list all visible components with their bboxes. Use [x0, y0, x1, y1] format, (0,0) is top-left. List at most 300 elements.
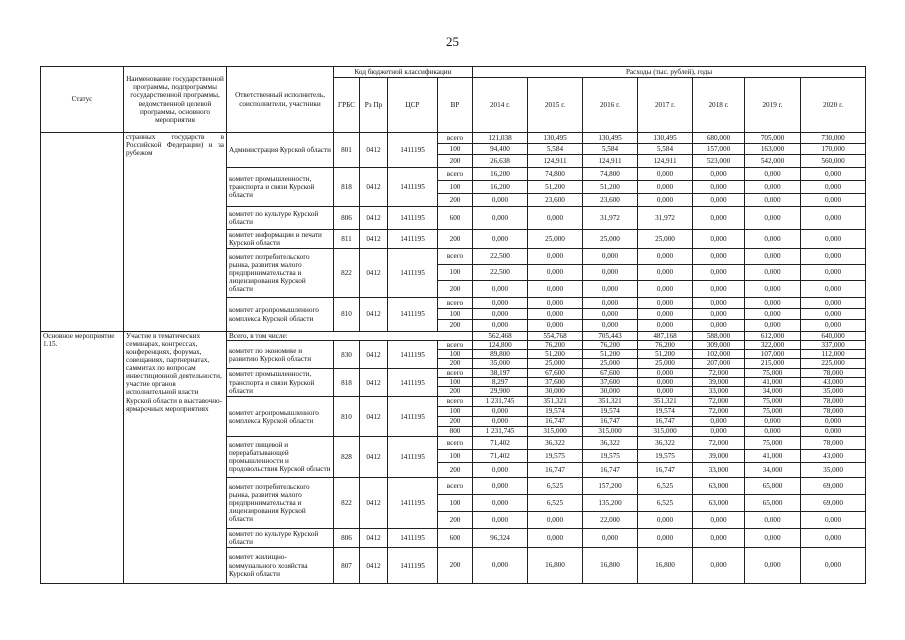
header-grbs: ГРБС [334, 78, 360, 133]
year-value: 30,000 [600, 387, 620, 396]
page-number: 25 [446, 34, 459, 49]
year-value: 0,000 [528, 309, 582, 320]
year-value: 560,000 [821, 157, 845, 165]
row-year-cell [693, 298, 745, 332]
row-year-cell [583, 249, 638, 298]
row-csr: 1411195 [388, 437, 438, 478]
row-executor: комитет промышленности, транспорта и связи Курской области [227, 168, 334, 207]
header-year: 2020 г. [801, 78, 866, 133]
vr-value: 100 [438, 450, 472, 463]
year-value: 76,200 [528, 341, 582, 350]
year-value: 0,000 [801, 168, 865, 181]
row-rzpr: 0412 [360, 437, 388, 478]
vr-value: 600 [449, 214, 461, 222]
year-value: 0,000 [693, 417, 744, 427]
row-year-cell [583, 168, 638, 207]
year-value: 0,000 [583, 265, 637, 281]
row-grbs: 828 [334, 437, 360, 478]
row-grbs: 807 [334, 548, 360, 584]
year-value: 22,500 [473, 265, 527, 281]
year-value: 0,000 [824, 516, 842, 525]
year-value: 0,000 [656, 516, 674, 525]
vr-value: всего [438, 133, 472, 144]
year-value: 102,000 [693, 350, 744, 359]
year-value: 0,000 [693, 249, 744, 265]
vr-value: 200 [449, 321, 461, 329]
year-value: 130,495 [638, 133, 692, 144]
row-year-cell [745, 397, 801, 437]
row-year-cell [693, 437, 745, 478]
year-value: 16,747 [545, 466, 565, 475]
row-year-cell [745, 230, 801, 249]
row-year-cell [583, 478, 638, 529]
year-value: 0,000 [656, 285, 674, 293]
row-year-cell [693, 397, 745, 437]
year-value: 16,800 [600, 561, 620, 570]
row-status [41, 133, 124, 332]
year-value: 75,000 [745, 437, 800, 450]
row-executor: комитет агропромышленного комплекса Курской области [227, 397, 334, 437]
row-year-cell [638, 341, 693, 369]
year-value: 0,000 [693, 265, 744, 281]
row-grbs: 806 [334, 529, 360, 548]
row-rzpr: 0412 [360, 298, 388, 332]
vr-value: 200 [449, 196, 461, 204]
year-value: 72,000 [693, 407, 744, 417]
year-value: 730,000 [801, 133, 865, 144]
year-value: 0,000 [824, 321, 842, 329]
row-year-cell [801, 369, 866, 397]
row-year-cell [638, 168, 693, 207]
row-year-cell [745, 529, 801, 548]
year-value: 23,600 [600, 196, 620, 204]
year-value: 0,000 [710, 561, 727, 570]
year-value: 315,000 [653, 427, 677, 436]
year-value: 0,000 [764, 196, 781, 204]
row-year-cell [528, 230, 583, 249]
row-year-cell [745, 298, 801, 332]
year-value: 0,000 [710, 516, 727, 525]
year-value: 135,200 [583, 495, 637, 512]
year-value: 1 231,745 [485, 427, 515, 436]
vr-value: 100 [438, 495, 472, 512]
year-value: 16,747 [600, 466, 620, 475]
row-year-cell [638, 529, 693, 548]
year-value: 0,000 [764, 285, 781, 293]
row-year-cell [745, 478, 801, 529]
year-value: 523,000 [706, 157, 731, 165]
year-value: 0,000 [601, 534, 619, 543]
row-program-name: странных государств в Российской Федерации) и за рубежом [124, 133, 227, 332]
year-value: 25,000 [545, 359, 565, 368]
year-value: 0,000 [656, 534, 674, 543]
row-year-cell [693, 230, 745, 249]
row-csr: 1411195 [388, 133, 438, 168]
row-year-cell [801, 437, 866, 478]
year-value: 39,000 [693, 450, 744, 463]
row-executor: комитет по культуре Курской области [227, 529, 334, 548]
row-year-cell [801, 133, 866, 168]
row-year-cell [473, 207, 528, 230]
year-value: 31,972 [600, 214, 620, 222]
row-rzpr: 0412 [360, 478, 388, 529]
row-year-cell [745, 249, 801, 298]
total-value: 487,168 [638, 332, 693, 341]
row-rzpr: 0412 [360, 207, 388, 230]
year-value: 0,000 [693, 168, 744, 181]
year-value: 0,000 [801, 417, 865, 427]
year-value: 19,574 [583, 407, 637, 417]
row-year-cell [528, 478, 583, 529]
year-value: 71,402 [473, 450, 527, 463]
year-value: 75,000 [745, 369, 800, 378]
row-vr [438, 298, 473, 332]
year-value: 0,000 [601, 321, 619, 329]
row-vr [438, 133, 473, 168]
row-executor: комитет потребительского рынка, развития малого предпринимательства и лицензирования Курской области [227, 478, 334, 529]
header-expenses: Расходы (тыс. рублей), годы [473, 67, 866, 78]
row-year-cell [638, 437, 693, 478]
year-value: 0,000 [824, 427, 842, 436]
year-value: 207,000 [706, 359, 731, 368]
year-value: 74,800 [528, 168, 582, 181]
row-csr: 1411195 [388, 249, 438, 298]
row-year-cell [473, 168, 528, 207]
year-value: 0,000 [656, 196, 674, 204]
year-value: 8,297 [473, 378, 527, 387]
row-year-cell [801, 298, 866, 332]
vr-value: 200 [449, 561, 461, 570]
row-executor: комитет пищевой и перерабатывающей промышленности и продовольствия Курской области [227, 437, 334, 478]
year-value: 0,000 [583, 309, 637, 320]
row-rzpr: 0412 [360, 548, 388, 584]
table-row [41, 133, 866, 168]
row-year-cell [473, 369, 528, 397]
year-value: 65,000 [745, 495, 800, 512]
year-value: 51,200 [528, 181, 582, 194]
year-value: 0,000 [801, 249, 865, 265]
row-vr [438, 369, 473, 397]
vr-value: 200 [449, 285, 461, 293]
row-csr: 1411195 [388, 529, 438, 548]
year-value: 0,000 [693, 309, 744, 320]
row-year-cell [473, 298, 528, 332]
row-year-cell [528, 437, 583, 478]
year-value: 130,495 [528, 133, 582, 144]
row-year-cell [473, 133, 528, 168]
year-value: 51,200 [583, 350, 637, 359]
year-value: 51,200 [583, 181, 637, 194]
year-value: 705,000 [745, 133, 800, 144]
row-grbs: 822 [334, 478, 360, 529]
row-executor: комитет по экономике и развитию Курской области [227, 341, 334, 369]
year-value: 71,402 [473, 437, 527, 450]
year-value: 0,000 [473, 309, 527, 320]
row-csr: 1411195 [388, 168, 438, 207]
row-vr [438, 168, 473, 207]
row-year-cell [801, 478, 866, 529]
year-value: 0,000 [583, 298, 637, 309]
row-year-cell [473, 529, 528, 548]
year-value: 37,600 [528, 378, 582, 387]
row-year-cell [638, 133, 693, 168]
row-vr [438, 207, 473, 230]
year-value: 6,525 [638, 495, 692, 512]
row-year-cell [583, 298, 638, 332]
year-value: 0,000 [528, 298, 582, 309]
year-value: 16,747 [638, 417, 692, 427]
row-year-cell [473, 397, 528, 437]
row-vr [438, 529, 473, 548]
row-year-cell [473, 437, 528, 478]
row-year-cell [745, 168, 801, 207]
year-value: 16,747 [583, 417, 637, 427]
row-year-cell [583, 529, 638, 548]
header-vr: ВР [438, 78, 473, 133]
row-year-cell [528, 298, 583, 332]
year-value: 157,200 [583, 478, 637, 495]
row-executor: комитет потребительского рынка, развития малого предпринимательства и лицензирования Курской области [227, 249, 334, 298]
row-executor: комитет по культуре Курской области [227, 207, 334, 230]
row-csr: 1411195 [388, 397, 438, 437]
row-status: Основное мероприятие 1.15. [41, 332, 124, 584]
row-grbs: 818 [334, 168, 360, 207]
header-year: 2017 г. [638, 78, 693, 133]
year-value: 0,000 [546, 534, 564, 543]
total-value: 562,468 [473, 332, 528, 341]
row-year-cell [801, 207, 866, 230]
row-year-cell [583, 341, 638, 369]
year-value: 72,000 [693, 437, 744, 450]
vr-value: всего [438, 478, 472, 495]
year-value: 25,000 [655, 359, 675, 368]
year-value: 16,200 [473, 181, 527, 194]
year-value: 0,000 [546, 321, 564, 329]
year-value: 322,000 [745, 341, 800, 350]
year-value: 19,574 [528, 407, 582, 417]
row-year-cell [745, 437, 801, 478]
row-rzpr: 0412 [360, 168, 388, 207]
year-value: 38,197 [473, 369, 527, 378]
year-value: 72,000 [693, 369, 744, 378]
header-year: 2018 г. [693, 78, 745, 133]
header-rzpr: Рз Пр [360, 78, 388, 133]
total-value: 554,768 [528, 332, 583, 341]
year-value: 0,000 [710, 196, 727, 204]
row-year-cell [473, 548, 528, 584]
year-value: 0,000 [491, 466, 509, 475]
year-value: 542,000 [760, 157, 785, 165]
year-value: 351,321 [583, 397, 637, 407]
year-value: 0,000 [745, 181, 800, 194]
year-value: 69,000 [801, 495, 865, 512]
year-value: 0,000 [546, 285, 564, 293]
row-year-cell [745, 369, 801, 397]
row-grbs: 801 [334, 133, 360, 168]
row-rzpr: 0412 [360, 397, 388, 437]
year-value: 0,000 [638, 181, 692, 194]
year-value: 0,000 [473, 407, 527, 417]
vr-value: 100 [438, 181, 472, 194]
year-value: 0,000 [745, 298, 800, 309]
row-year-cell [693, 369, 745, 397]
year-value: 0,000 [745, 168, 800, 181]
header-executor: Ответственный исполнитель, соисполнители, участники [227, 67, 334, 133]
row-year-cell [583, 369, 638, 397]
year-value: 19,575 [583, 450, 637, 463]
row-executor: комитет промышленности, транспорта и связи Курской области [227, 369, 334, 397]
year-value: 23,600 [545, 196, 565, 204]
row-executor: комитет информации и печати Курской области [227, 230, 334, 249]
row-year-cell [693, 529, 745, 548]
year-value: 30,000 [545, 387, 565, 396]
header-program-name: Наименование государственной программы, подпрограммы государственной программы, ведомственной целевой программы, основного мероприятия [124, 67, 227, 133]
year-value: 0,000 [764, 427, 781, 436]
header-csr: ЦСР [388, 78, 438, 133]
vr-value: всего [438, 341, 472, 350]
row-rzpr: 0412 [360, 133, 388, 168]
year-value: 78,000 [801, 369, 865, 378]
year-value: 0,000 [824, 534, 842, 543]
year-value: 0,000 [491, 516, 509, 525]
year-value: 36,322 [638, 437, 692, 450]
vr-value: 200 [449, 387, 461, 396]
year-value: 5,584 [528, 144, 582, 155]
year-value: 78,000 [801, 397, 865, 407]
year-value: 0,000 [824, 235, 842, 243]
row-year-cell [583, 230, 638, 249]
year-value: 25,000 [600, 359, 620, 368]
vr-value: 200 [449, 516, 461, 525]
year-value: 43,000 [801, 378, 865, 387]
year-value: 124,911 [598, 157, 622, 165]
vr-value: 100 [438, 350, 472, 359]
vr-value: 100 [438, 309, 472, 320]
year-value: 0,000 [710, 285, 727, 293]
year-value: 22,000 [600, 516, 620, 525]
year-value: 16,800 [655, 561, 675, 570]
row-year-cell [693, 207, 745, 230]
row-csr: 1411195 [388, 341, 438, 369]
year-value: 0,000 [491, 321, 509, 329]
row-year-cell [693, 548, 745, 584]
year-value: 351,321 [638, 397, 692, 407]
row-year-cell [638, 230, 693, 249]
row-year-cell [528, 133, 583, 168]
year-value: 0,000 [638, 378, 692, 387]
year-value: 0,000 [491, 235, 509, 243]
row-grbs: 811 [334, 230, 360, 249]
year-value: 0,000 [801, 298, 865, 309]
row-year-cell [583, 207, 638, 230]
vr-value: 200 [449, 466, 461, 475]
year-value: 0,000 [583, 249, 637, 265]
row-year-cell [745, 133, 801, 168]
row-grbs: 806 [334, 207, 360, 230]
year-value: 107,000 [745, 350, 800, 359]
vr-value: 100 [438, 144, 472, 155]
row-year-cell [473, 478, 528, 529]
year-value: 0,000 [638, 309, 692, 320]
year-value: 34,000 [762, 387, 783, 396]
row-rzpr: 0412 [360, 249, 388, 298]
row-year-cell [801, 529, 866, 548]
vr-value: всего [438, 249, 472, 265]
year-value: 26,638 [490, 157, 510, 165]
year-value: 76,200 [583, 341, 637, 350]
year-value: 0,000 [638, 168, 692, 181]
row-year-cell [693, 478, 745, 529]
year-value: 170,000 [801, 144, 865, 155]
year-value: 0,000 [546, 516, 564, 525]
year-value: 0,000 [528, 265, 582, 281]
year-value: 215,000 [760, 359, 785, 368]
vr-value: 200 [449, 157, 461, 165]
year-value: 6,525 [528, 478, 582, 495]
row-csr: 1411195 [388, 207, 438, 230]
year-value: 0,000 [710, 235, 727, 243]
year-value: 0,000 [546, 214, 564, 222]
budget-table [40, 66, 866, 584]
year-value: 351,321 [528, 397, 582, 407]
year-value: 63,000 [693, 478, 744, 495]
year-value: 337,000 [801, 341, 865, 350]
row-year-cell [801, 397, 866, 437]
row-year-cell [801, 168, 866, 207]
row-year-cell [801, 230, 866, 249]
total-label: Всего, в том числе: [227, 332, 473, 341]
year-value: 0,000 [801, 309, 865, 320]
row-year-cell [528, 249, 583, 298]
row-year-cell [583, 437, 638, 478]
year-value: 0,000 [745, 265, 800, 281]
year-value: 0,000 [764, 561, 781, 570]
row-year-cell [583, 397, 638, 437]
year-value: 0,000 [491, 561, 509, 570]
year-value: 37,600 [583, 378, 637, 387]
row-vr [438, 437, 473, 478]
header-year: 2015 г. [528, 78, 583, 133]
year-value: 5,584 [583, 144, 637, 155]
year-value: 124,911 [653, 157, 677, 165]
year-value: 0,000 [801, 181, 865, 194]
row-executor: комитет агропромышленного комплекса Курской области [227, 298, 334, 332]
vr-value: всего [438, 437, 472, 450]
year-value: 34,000 [762, 466, 783, 475]
year-value: 680,000 [693, 133, 744, 144]
year-value: 51,200 [528, 350, 582, 359]
year-value: 36,322 [583, 437, 637, 450]
row-year-cell [745, 341, 801, 369]
year-value: 35,000 [823, 466, 843, 475]
vr-value: всего [438, 298, 472, 309]
year-value: 94,400 [473, 144, 527, 155]
year-value: 0,000 [745, 249, 800, 265]
year-value: 0,000 [638, 265, 692, 281]
year-value: 0,000 [824, 561, 842, 570]
year-value: 0,000 [801, 265, 865, 281]
year-value: 0,000 [656, 387, 674, 396]
year-value: 72,000 [693, 397, 744, 407]
year-value: 124,911 [543, 157, 567, 165]
year-value: 29,900 [490, 387, 510, 396]
year-value: 0,000 [710, 321, 727, 329]
year-value: 0,000 [824, 285, 842, 293]
total-value: 705,443 [583, 332, 638, 341]
year-value: 0,000 [656, 321, 674, 329]
header-budget-code: Код бюджетной классификации [334, 67, 473, 78]
row-rzpr: 0412 [360, 369, 388, 397]
